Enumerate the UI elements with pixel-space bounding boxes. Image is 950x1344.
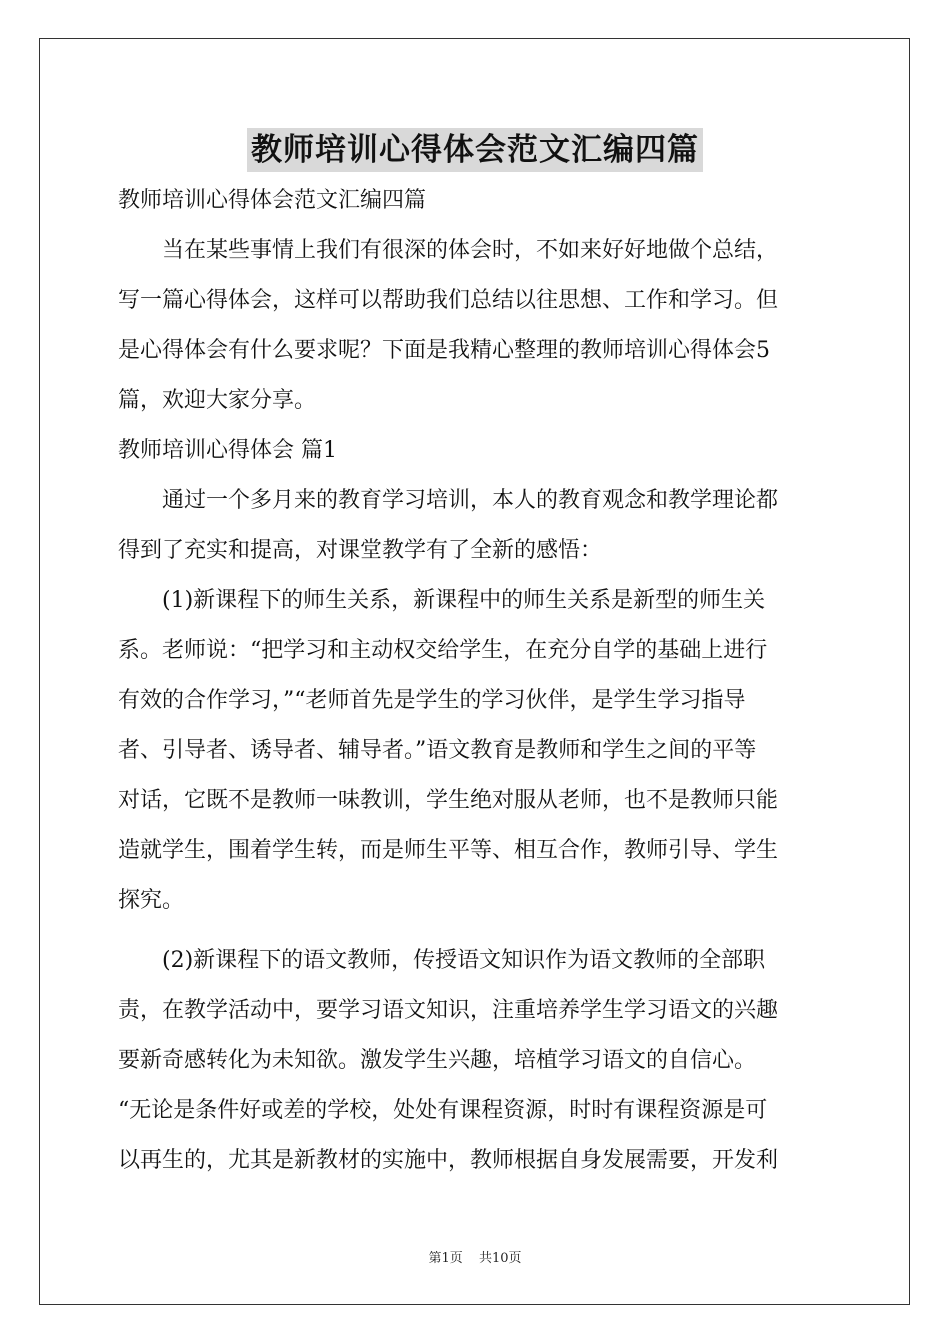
text-line: 要新奇感转化为未知欲。激发学生兴趣，培植学习语文的自信心。 [118,1048,757,1073]
text-line: 造就学生，围着学生转，而是师生平等、相互合作，教师引导、学生 [118,838,779,863]
text-line: 以再生的，尤其是新教材的实施中，教师根据自身发展需要，开发利 [118,1148,779,1173]
text-line: 教师培训心得体会范文汇编四篇 [118,188,427,213]
document-body [118,176,834,1186]
text-line: 有效的合作学习，”“老师首先是学生的学习伙伴，是学生学习指导 [118,688,746,713]
text-line: 得到了充实和提高，对课堂教学有了全新的感悟： [118,538,603,563]
page-footer [0,1247,950,1266]
text-line: 教师培训心得体会 篇1 [118,438,337,463]
paragraph-gap [118,926,834,936]
text-line: (1)新课程下的师生关系，新课程中的师生关系是新型的师生关 [162,588,766,613]
text-line: 当在某些事情上我们有很深的体会时，不如来好好地做个总结， [162,238,779,263]
text-line: 责，在教学活动中，要学习语文知识，注重培养学生学习语文的兴趣 [118,998,779,1023]
text-line: 是心得体会有什么要求呢？下面是我精心整理的教师培训心得体会5 [118,338,770,363]
page-total: 共10页 [478,1251,522,1266]
text-line: 通过一个多月来的教育学习培训，本人的教育观念和教学理论都 [162,488,779,513]
text-line: 篇，欢迎大家分享。 [118,388,317,413]
title-container [0,128,950,172]
text-line: “无论是条件好或差的学校，处处有课程资源，时时有课程资源是可 [118,1098,768,1123]
text-line: 对话，它既不是教师一味教训，学生绝对服从老师，也不是教师只能 [118,788,779,813]
text-line: 系。老师说：“把学习和主动权交给学生，在充分自学的基础上进行 [118,638,768,663]
text-line: 探究。 [118,888,185,913]
page-number: 第1页 [428,1251,463,1266]
document-title: 教师培训心得体会范文汇编四篇 [247,128,703,172]
text-line: 者、引导者、诱导者、辅导者。”语文教育是教师和学生之间的平等 [118,738,757,763]
text-line: (2)新课程下的语文教师，传授语文知识作为语文教师的全部职 [162,948,766,973]
text-line: 写一篇心得体会，这样可以帮助我们总结以往思想、工作和学习。但 [118,288,779,313]
